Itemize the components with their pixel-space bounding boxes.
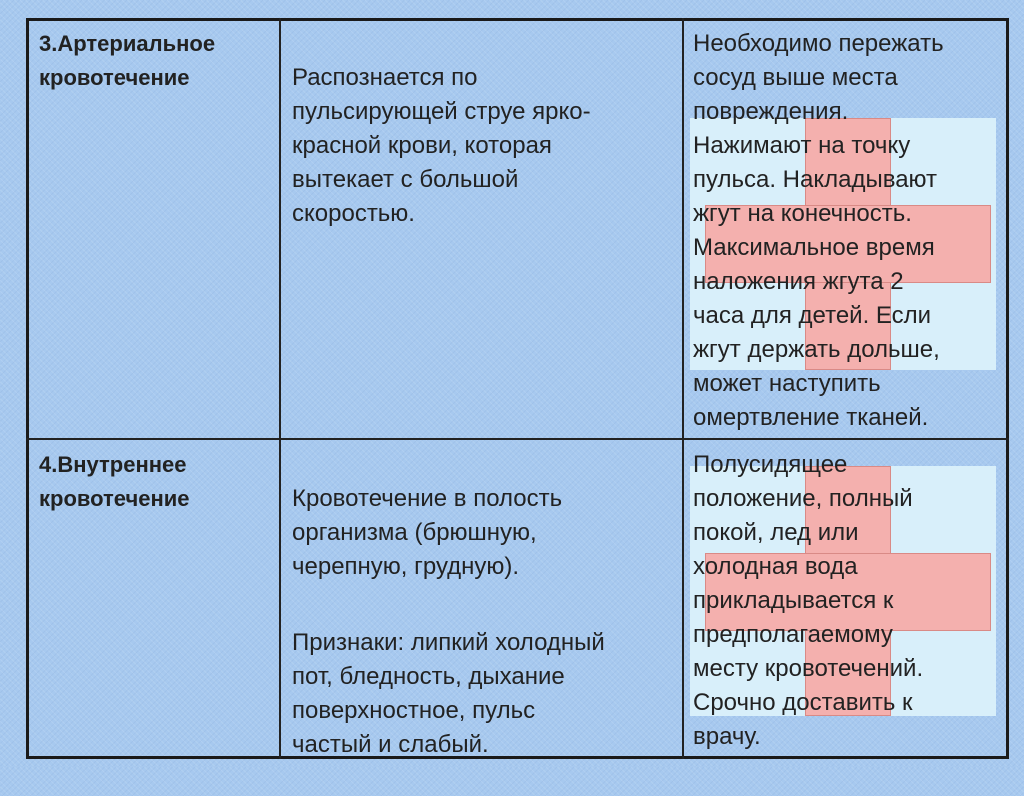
arterial-description	[292, 27, 677, 265]
internal-first-aid: Полусидящее положение, полный покой, лед или холодная вода прикладывается к предполагаемому месту кровотечений. Срочно доставить к врачу.	[693, 451, 924, 750]
symptoms-paragraph: Признаки: липкий холодный пот, бледность, дыхание поверхностное, пульс частый и слабый.	[292, 629, 605, 758]
bleeding-type-arterial: 3.Артериальное кровотечение	[39, 31, 216, 90]
bleeding-type-internal: 4.Внутреннее кровотечение	[39, 452, 190, 511]
row-divider	[26, 438, 1009, 440]
arterial-first-aid: Необходимо пережать сосуд выше места повреждения. Нажимают на точку пульса. Накладывают жгут на конечность. Максимальное время наложения жгута 2 часа для детей. Если жгут держать дольше, может наступить омертвление тканей.	[693, 30, 944, 431]
description-paragraph: Распознается по пульсирующей струе ярко- красной крови, которая вытекает с большой скоростью.	[292, 64, 591, 227]
column-divider	[279, 18, 281, 759]
column-divider	[682, 18, 684, 759]
internal-description	[292, 448, 677, 796]
description-paragraph: Кровотечение в полость организма (брюшную, черепную, грудную).	[292, 485, 563, 580]
